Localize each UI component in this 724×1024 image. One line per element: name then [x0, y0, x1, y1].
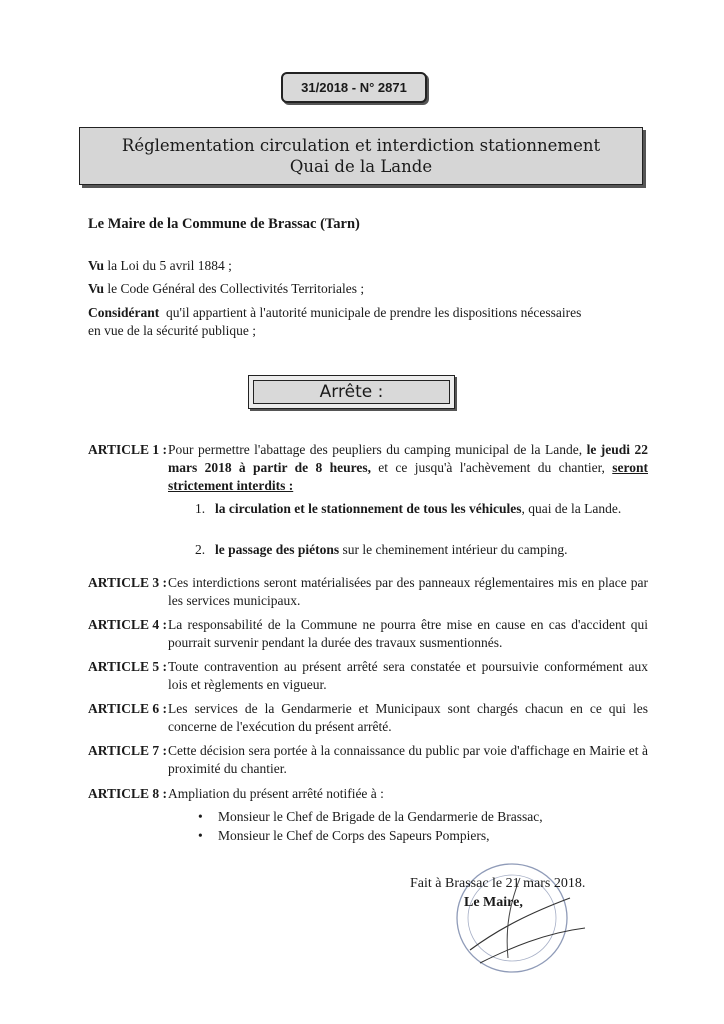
considerant-line-2: en vue de la sécurité publique ;: [88, 323, 256, 338]
recipient-text: Monsieur le Chef de Brigade de la Gendarmerie de Brassac,: [218, 809, 543, 824]
considerant-paragraph: [88, 304, 648, 340]
list-item: [195, 500, 650, 518]
title-line-1: Réglementation circulation et interdiction stationnement: [121, 136, 601, 155]
article-body: Les services de la Gendarmerie et Municipaux sont chargés chacun en ce qui les concerne de l'exécution du présent arrêté.: [168, 701, 648, 734]
article-4: [88, 616, 648, 652]
article-1: [88, 441, 648, 495]
article-5: [88, 658, 648, 694]
article-body: [168, 441, 648, 495]
list-item-emphasis: la circulation et le stationnement de tous les véhicules: [215, 501, 522, 516]
recipient-item: [198, 827, 489, 845]
article-text: et ce jusqu'à l'achèvement du chantier,: [370, 460, 613, 475]
vu-text: la Loi du 5 avril 1884 ;: [104, 258, 232, 273]
title-box: [79, 127, 643, 185]
signature-line: Fait à Brassac le 21 mars 2018.: [410, 876, 586, 891]
article-label: ARTICLE 1 :: [88, 442, 168, 457]
article-label: ARTICLE 4 :: [88, 617, 168, 632]
article-3: [88, 574, 648, 610]
article-label: ARTICLE 7 :: [88, 743, 168, 758]
bullet-icon: •: [198, 809, 203, 824]
vu-lead: Vu: [88, 258, 105, 273]
considerant-line-1: qu'il appartient à l'autorité municipale de prendre les dispositions nécessaires: [159, 305, 582, 320]
arrete-heading: Arrête :: [253, 380, 450, 404]
recipient-item: [198, 808, 543, 826]
article-8: [88, 785, 648, 803]
article-prohibition-emphasis: seront strictement interdits :: [168, 460, 648, 493]
issuer-heading: Le Maire de la Commune de Brassac (Tarn): [88, 216, 360, 232]
article-body: Ces interdictions seront matérialisées par des panneaux réglementaires mis en place par les services municipaux.: [168, 575, 648, 608]
reference-number: 31/2018 - N° 2871: [281, 72, 427, 103]
list-number: 1.: [195, 501, 206, 516]
article-6: [88, 700, 648, 736]
article-label: ARTICLE 8 :: [88, 786, 168, 801]
article-text: Pour permettre l'abattage des peupliers du camping municipal de la Lande,: [168, 442, 587, 457]
list-item-emphasis: le passage des piétons: [215, 542, 340, 557]
article-7: [88, 742, 648, 778]
article-body: Cette décision sera portée à la connaissance du public par voie d'affichage en Mairie et à proximité du chantier.: [168, 743, 648, 776]
article-label: ARTICLE 5 :: [88, 659, 168, 674]
article-body: La responsabilité de la Commune ne pourra être mise en cause en cas d'accident qui pourrait survenir pendant la durée des travaux susmentionnés.: [168, 617, 648, 650]
arrete-heading-box: [248, 375, 455, 409]
signatory: Le Maire,: [464, 895, 523, 910]
list-item-text: sur le cheminement intérieur du camping.: [339, 542, 568, 557]
title-line-2: Quai de la Lande: [289, 157, 433, 176]
article-body: Ampliation du présent arrêté notifiée à :: [168, 786, 384, 801]
list-item: [195, 541, 650, 559]
article-body: Toute contravention au présent arrêté sera constatée et poursuivie conformément aux lois et règlements en vigueur.: [168, 659, 648, 692]
considerant-lead: Considérant: [88, 305, 160, 320]
article-label: ARTICLE 6 :: [88, 701, 168, 716]
list-item-text: , quai de la Lande.: [521, 501, 622, 516]
article-label: ARTICLE 3 :: [88, 575, 168, 590]
recipient-text: Monsieur le Chef de Corps des Sapeurs Pompiers,: [218, 828, 490, 843]
bullet-icon: •: [198, 828, 203, 843]
article-date-emphasis: le jeudi 22 mars 2018 à partir de 8 heures,: [168, 442, 648, 475]
vu-text: le Code Général des Collectivités Territoriales ;: [104, 281, 365, 296]
vu-lead: Vu: [88, 281, 105, 296]
vu-paragraph-1: [88, 257, 232, 275]
vu-paragraph-2: [88, 280, 364, 298]
list-number: 2.: [195, 542, 206, 557]
